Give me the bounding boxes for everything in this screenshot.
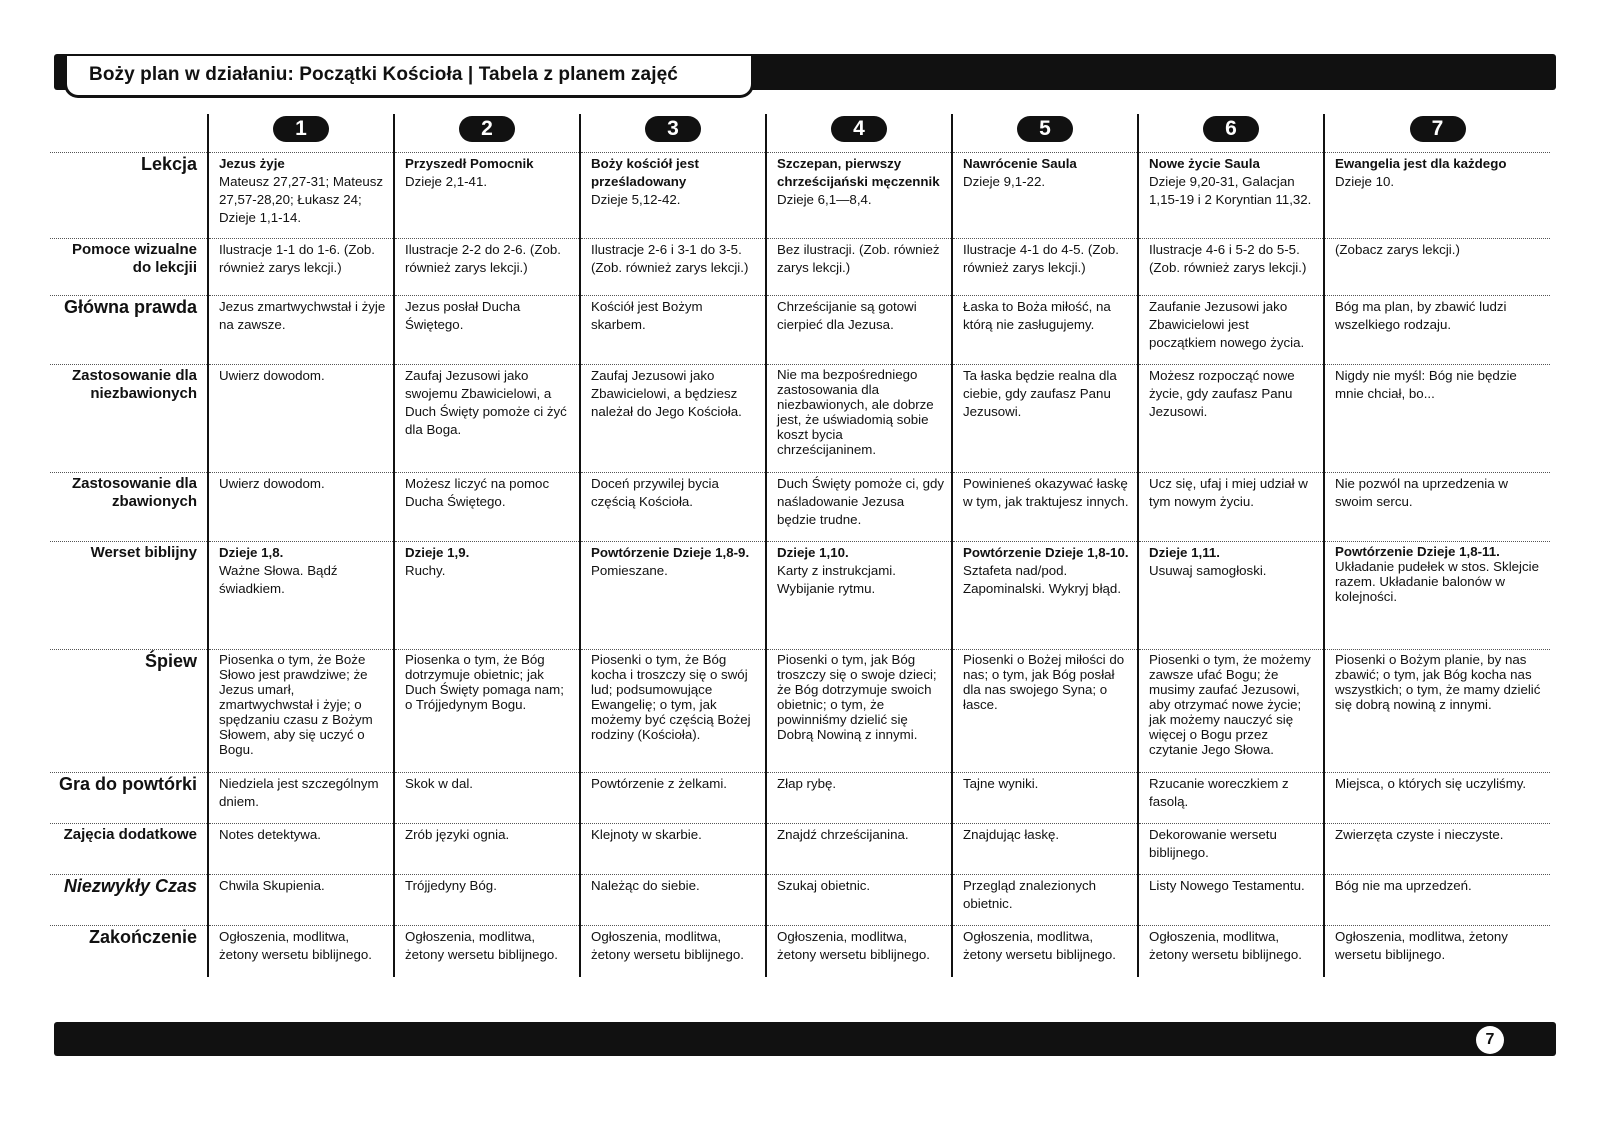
lesson-title: Boży kościół jest prześladowany	[591, 155, 699, 189]
table-cell: Zaufanie Jezusowi jako Zbawicielowi jest początkiem nowego życia.	[1138, 295, 1324, 364]
table-cell	[394, 541, 580, 649]
row-label: Niezwykły Czas	[50, 874, 208, 925]
lesson-title: Przyszedł Pomocnik	[405, 155, 534, 171]
table-cell: Możesz rozpocząć nowe życie, gdy zaufasz Panu Jezusowi.	[1138, 364, 1324, 472]
table-cell: Piosenki o tym, że możemy zawsze ufać Bogu; że musimy zaufać Jezusowi, aby otrzymać nowe życie; jak możemy nauczyć się więcej o Bogu przez czytanie Jego Słowa.	[1138, 649, 1324, 772]
table-cell: Ilustracje 2-2 do 2-6. (Zob. również zarys lekcji.)	[394, 238, 580, 295]
row-pomoce	[50, 238, 1550, 295]
table-cell: Złap rybę.	[766, 772, 952, 823]
table-cell: Ilustracje 4-1 do 4-5. (Zob. również zarys lekcji.)	[952, 238, 1138, 295]
lesson-number-badge: 2	[459, 116, 515, 142]
table-cell: Ogłoszenia, modlitwa, żetony wersetu biblijnego.	[952, 925, 1138, 977]
table-cell: Doceń przywilej bycia częścią Kościoła.	[580, 472, 766, 541]
table-cell	[1138, 152, 1324, 238]
table-cell: Nigdy nie myśl: Bóg nie będzie mnie chciał, bo...	[1324, 364, 1550, 472]
lesson-reference: Dzieje 6,1—8,4.	[777, 191, 872, 207]
table-cell: Powtórzenie z żelkami.	[580, 772, 766, 823]
row-lekcja	[50, 152, 1550, 238]
table-cell: Niedziela jest szczególnym dniem.	[208, 772, 394, 823]
column-header-3	[580, 114, 766, 152]
table-cell	[952, 152, 1138, 238]
table-cell: Łaska to Boża miłość, na którą nie zasługujemy.	[952, 295, 1138, 364]
lesson-number-badge: 7	[1410, 116, 1466, 142]
lesson-reference: Dzieje 10.	[1335, 173, 1395, 189]
lesson-plan-table	[50, 114, 1550, 977]
table-cell: Chwila Skupienia.	[208, 874, 394, 925]
table-cell: Ogłoszenia, modlitwa, żetony wersetu biblijnego.	[1324, 925, 1550, 977]
table-cell: Duch Święty pomoże ci, gdy naśladowanie Jezusa będzie trudne.	[766, 472, 952, 541]
verse-reference: Dzieje 1,9.	[405, 544, 470, 560]
table-cell	[580, 541, 766, 649]
lesson-number-badge: 6	[1203, 116, 1259, 142]
table-cell: Jezus zmartwychwstał i żyje na zawsze.	[208, 295, 394, 364]
table-cell: Przegląd znalezionych obietnic.	[952, 874, 1138, 925]
table-cell: Kościół jest Bożym skarbem.	[580, 295, 766, 364]
table-cell: Ilustracje 2-6 i 3-1 do 3-5. (Zob. również zarys lekcji.)	[580, 238, 766, 295]
page-number: 7	[1476, 1026, 1504, 1054]
verse-reference: Dzieje 1,8.	[219, 544, 284, 560]
lesson-number-badge: 4	[831, 116, 887, 142]
table-cell: Ilustracje 4-6 i 5-2 do 5-5. (Zob. również zarys lekcji.)	[1138, 238, 1324, 295]
row-dodatkowe	[50, 823, 1550, 874]
table-cell: Zrób języki ognia.	[394, 823, 580, 874]
verse-reference: Powtórzenie Dzieje 1,8-11.	[1335, 543, 1500, 559]
lesson-reference: Dzieje 9,20-31, Galacjan 1,15-19 i 2 Koryntian 11,32.	[1149, 173, 1312, 207]
table-cell: Piosenka o tym, że Bóg dotrzymuje obietnic; jak Duch Święty pomaga nam; o Trójjedynym Bogu.	[394, 649, 580, 772]
lesson-title: Szczepan, pierwszy chrześcijański męczennik	[777, 155, 940, 189]
verse-reference: Dzieje 1,11.	[1149, 544, 1220, 560]
table-cell: Możesz liczyć na pomoc Ducha Świętego.	[394, 472, 580, 541]
table-cell: Zaufaj Jezusowi jako Zbawicielowi, a będziesz należał do Jego Kościoła.	[580, 364, 766, 472]
row-gra	[50, 772, 1550, 823]
table-cell: Trójjedyny Bóg.	[394, 874, 580, 925]
verse-activity: Usuwaj samogłoski.	[1149, 562, 1267, 578]
row-zakonczenie	[50, 925, 1550, 977]
table-cell: Chrześcijanie są gotowi cierpieć dla Jezusa.	[766, 295, 952, 364]
table-cell	[766, 541, 952, 649]
table-cell: Ogłoszenia, modlitwa, żetony wersetu biblijnego.	[580, 925, 766, 977]
lesson-number-badge: 3	[645, 116, 701, 142]
row-spiew	[50, 649, 1550, 772]
table-cell	[208, 541, 394, 649]
row-label: Gra do powtórki	[50, 772, 208, 823]
lesson-reference: Dzieje 2,1-41.	[405, 173, 488, 189]
row-zbawionych	[50, 472, 1550, 541]
row-niezbawionych	[50, 364, 1550, 472]
table-cell: Ogłoszenia, modlitwa, żetony wersetu biblijnego.	[1138, 925, 1324, 977]
table-cell	[1324, 152, 1550, 238]
table-cell: Jezus posłał Ducha Świętego.	[394, 295, 580, 364]
lesson-reference: Mateusz 27,27-31; Mateusz 27,57-28,20; Łukasz 24; Dzieje 1,1-14.	[219, 173, 384, 225]
lesson-number-badge: 5	[1017, 116, 1073, 142]
row-label: Werset biblijny	[50, 541, 208, 649]
table-cell: Piosenki o Bożym planie, by nas zbawić; o tym, jak Bóg kocha nas wszystkich; o tym, że mamy dzielić się dobrą nowiną z innymi.	[1324, 649, 1550, 772]
table-cell: Piosenki o Bożej miłości do nas; o tym, jak Bóg posłał dla nas swojego Syna; o łasce.	[952, 649, 1138, 772]
table-cell: Szukaj obietnic.	[766, 874, 952, 925]
table-cell	[208, 152, 394, 238]
table-cell	[766, 152, 952, 238]
table-cell: Nie pozwól na uprzedzenia w swoim sercu.	[1324, 472, 1550, 541]
table-cell: Tajne wyniki.	[952, 772, 1138, 823]
verse-activity: Ważne Słowa. Bądź świadkiem.	[219, 562, 338, 596]
row-label: Główna prawda	[50, 295, 208, 364]
column-header-1	[208, 114, 394, 152]
table-cell	[394, 152, 580, 238]
table-cell: Skok w dal.	[394, 772, 580, 823]
table-cell: Ogłoszenia, modlitwa, żetony wersetu biblijnego.	[766, 925, 952, 977]
table-cell: (Zobacz zarys lekcji.)	[1324, 238, 1550, 295]
row-label: Lekcja	[50, 152, 208, 238]
table-cell: Dekorowanie wersetu biblijnego.	[1138, 823, 1324, 874]
table-cell: Bóg ma plan, by zbawić ludzi wszelkiego rodzaju.	[1324, 295, 1550, 364]
verse-activity: Układanie pudełek w stos. Sklejcie razem. Układanie balonów w kolejności.	[1335, 558, 1539, 604]
verse-activity: Karty z instrukcjami. Wybijanie rytmu.	[777, 562, 896, 596]
row-label: Śpiew	[50, 649, 208, 772]
verse-activity: Ruchy.	[405, 562, 446, 578]
table-cell: Bez ilustracji. (Zob. również zarys lekcji.)	[766, 238, 952, 295]
page-title: Boży plan w działaniu: Początki Kościoła | Tabela z planem zajęć	[89, 64, 678, 85]
row-label: Zastosowanie dla zbawionych	[50, 472, 208, 541]
column-number-row	[50, 114, 1550, 152]
table-cell: Listy Nowego Testamentu.	[1138, 874, 1324, 925]
table-cell: Powinieneś okazywać łaskę w tym, jak traktujesz innych.	[952, 472, 1138, 541]
verse-reference: Powtórzenie Dzieje 1,8-10.	[963, 544, 1129, 560]
lesson-title: Ewangelia jest dla każdego	[1335, 155, 1507, 171]
table-cell: Ta łaska będzie realna dla ciebie, gdy zaufasz Panu Jezusowi.	[952, 364, 1138, 472]
column-header-4	[766, 114, 952, 152]
table-cell: Ucz się, ufaj i miej udział w tym nowym życiu.	[1138, 472, 1324, 541]
verse-reference: Dzieje 1,10.	[777, 544, 849, 560]
verse-activity: Pomieszane.	[591, 562, 668, 578]
table-cell: Notes detektywa.	[208, 823, 394, 874]
table-cell: Należąc do siebie.	[580, 874, 766, 925]
column-header-5	[952, 114, 1138, 152]
table-cell: Klejnoty w skarbie.	[580, 823, 766, 874]
table-cell: Nie ma bezpośredniego zastosowania dla niezbawionych, ale dobrze jest, że uświadomią sobie koszt bycia chrześcijaninem.	[766, 364, 952, 472]
row-label: Pomoce wizualne do lekcjii	[50, 238, 208, 295]
table-cell: Zwierzęta czyste i nieczyste.	[1324, 823, 1550, 874]
row-label: Zajęcia dodatkowe	[50, 823, 208, 874]
row-glowna-prawda	[50, 295, 1550, 364]
column-header-2	[394, 114, 580, 152]
lesson-reference: Dzieje 5,12-42.	[591, 191, 681, 207]
table-cell: Piosenki o tym, jak Bóg troszczy się o swoje dzieci; że Bóg dotrzymuje swoich obietnic; o tym, że powinniśmy dzielić się Dobrą Nowiną z innymi.	[766, 649, 952, 772]
table-cell: Ilustracje 1-1 do 1-6. (Zob. również zarys lekcji.)	[208, 238, 394, 295]
table-cell	[1138, 541, 1324, 649]
table-cell: Bóg nie ma uprzedzeń.	[1324, 874, 1550, 925]
row-label: Zakończenie	[50, 925, 208, 977]
lesson-title: Nowe życie Saula	[1149, 155, 1260, 171]
verse-reference: Powtórzenie Dzieje 1,8-9.	[591, 544, 750, 560]
verse-activity: Sztafeta nad/pod. Zapominalski. Wykryj błąd.	[963, 562, 1122, 596]
table-cell: Ogłoszenia, modlitwa, żetony wersetu biblijnego.	[208, 925, 394, 977]
lesson-title: Nawrócenie Saula	[963, 155, 1077, 171]
footer-bar	[54, 1022, 1556, 1056]
corner-cell	[50, 114, 208, 152]
table-cell: Miejsca, o których się uczyliśmy.	[1324, 772, 1550, 823]
table-cell: Uwierz dowodom.	[208, 472, 394, 541]
column-header-6	[1138, 114, 1324, 152]
table-cell	[952, 541, 1138, 649]
lesson-title: Jezus żyje	[219, 155, 285, 171]
lesson-number-badge: 1	[273, 116, 329, 142]
column-header-7	[1324, 114, 1550, 152]
row-niezwykly-czas	[50, 874, 1550, 925]
table-cell: Znajdując łaskę.	[952, 823, 1138, 874]
table-cell: Piosenki o tym, że Bóg kocha i troszczy się o swój lud; podsumowujące Ewangelię; o tym, jak możemy być częścią Bożej rodziny (Kościoła).	[580, 649, 766, 772]
table-cell: Zaufaj Jezusowi jako swojemu Zbawicielowi, a Duch Święty pomoże ci żyć dla Boga.	[394, 364, 580, 472]
table-cell	[1324, 541, 1550, 649]
table-cell: Ogłoszenia, modlitwa, żetony wersetu biblijnego.	[394, 925, 580, 977]
table-cell: Rzucanie woreczkiem z fasolą.	[1138, 772, 1324, 823]
table-cell: Piosenka o tym, że Boże Słowo jest prawdziwe; że Jezus umarł, zmartwychwstał i żyje; o spędzaniu czasu z Bożym Słowem, aby się uczyć o Bogu.	[208, 649, 394, 772]
table-cell: Znajdź chrześcijanina.	[766, 823, 952, 874]
lesson-reference: Dzieje 9,1-22.	[963, 173, 1046, 189]
table-cell: Uwierz dowodom.	[208, 364, 394, 472]
row-werset	[50, 541, 1550, 649]
row-label: Zastosowanie dla niezbawionych	[50, 364, 208, 472]
table-cell	[580, 152, 766, 238]
